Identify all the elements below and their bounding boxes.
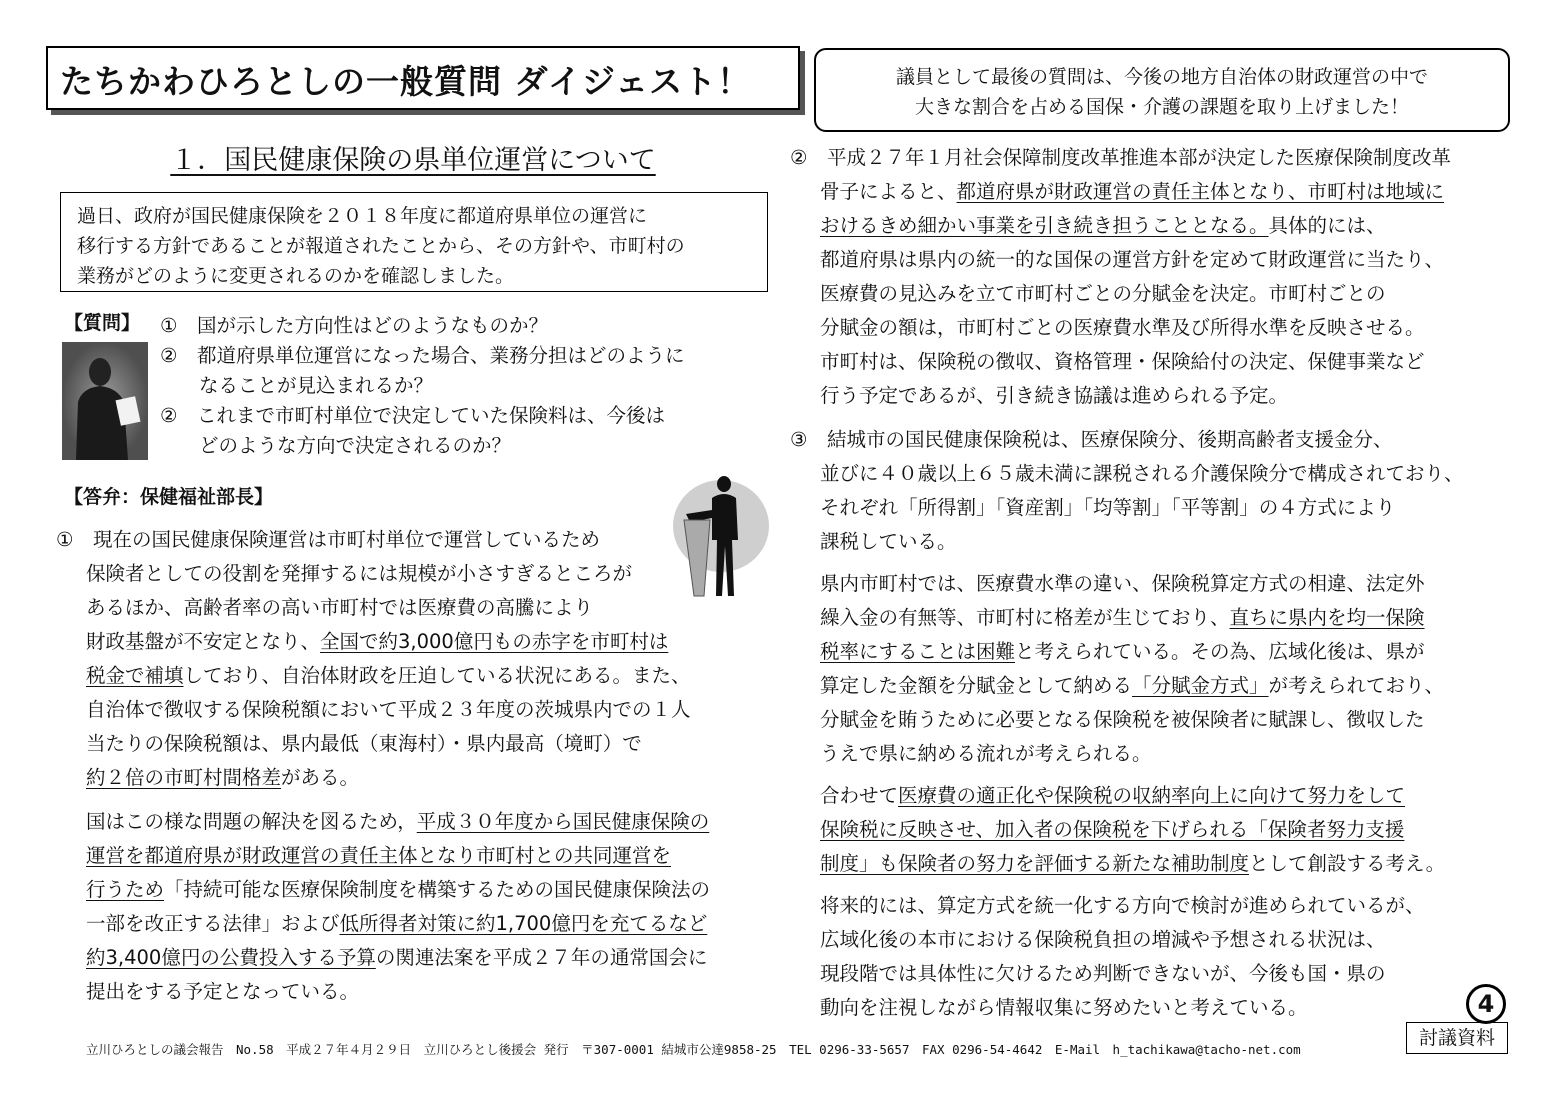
answer-3b-line: 繰入金の有無等、市町村に格差が生じており、直ちに県内を均一保険 bbox=[820, 606, 1425, 629]
question-item-3-cont: どのような方向で決定されるのか？ bbox=[160, 434, 512, 457]
intro-box bbox=[814, 48, 1510, 132]
answer-1b-line: 国はこの様な問題の解決を図るため，平成３０年度から国民健康保険の bbox=[86, 810, 710, 833]
answer-3b-line: うえで県に納める流れが考えられる。 bbox=[820, 742, 1152, 765]
answer-1-line: 自治体で徴収する保険税額において平成２３年度の茨城県内での１人 bbox=[86, 698, 691, 721]
answer-1b-line: 提出をする予定となっている。 bbox=[86, 980, 360, 1003]
answer-label: 【答弁：保健福祉部長】 bbox=[64, 486, 274, 508]
lead-box bbox=[60, 192, 768, 292]
answer-1b-line: 一部を改正する法律」および低所得者対策に約1,700億円を充てるなど bbox=[86, 912, 708, 935]
lead-line: 過日、政府が国民健康保険を２０１８年度に都道府県単位の運営に bbox=[77, 205, 648, 227]
answer-3b-line: 分賦金を賄うために必要となる保険税を被保険者に賦課し、徴収した bbox=[820, 708, 1425, 731]
answer-3-line: それぞれ「所得割」「資産割」「均等割」「平等割」の４方式により bbox=[820, 496, 1396, 519]
answer-3d-line: 広域化後の本市における保険税負担の増減や予想される状況は、 bbox=[820, 928, 1386, 951]
footer-text: 立川ひろとしの議会報告 No.58 平成２７年４月２９日 立川ひろとし後援会 発行 〒307-0001 結城市公達9858-25 TEL 0296-33-5657 FAX 0296-54-4642 E-Mail h_tachikawa@tacho-net.com bbox=[86, 1042, 1301, 1057]
answer-3c-line: 保険税に反映させ、加入者の保険税を下げられる「保険者努力支援 bbox=[820, 818, 1405, 841]
question-item-3: ② これまで市町村単位で決定していた保険料は、今後は bbox=[160, 404, 665, 427]
answer-1-line: あるほか、高齢者率の高い市町村では医療費の高騰により bbox=[86, 596, 594, 619]
answer-2-line: 市町村は、保険税の徴収、資格管理・保険給付の決定、保健事業など bbox=[820, 350, 1425, 373]
question-item-2-cont: なることが見込まれるか？ bbox=[160, 374, 434, 397]
answer-3-line: 課税している。 bbox=[820, 530, 957, 553]
question-item-2: ② 都道府県単位運営になった場合、業務分担はどのように bbox=[160, 344, 685, 367]
answer-3-line: 並びに４０歳以上６５歳未満に課税される介護保険分で構成されており、 bbox=[820, 462, 1464, 485]
answer-2-line: 行う予定であるが、引き続き協議は進められる予定。 bbox=[820, 384, 1289, 407]
answer-3d-line: 動向を注視しながら情報収集に努めたいと考えている。 bbox=[820, 996, 1308, 1019]
answer-1-line: 当たりの保険税額は、県内最低（東海村）・県内最高（境町）で bbox=[86, 732, 642, 755]
question-item-1: ① 国が示した方向性はどのようなものか？ bbox=[160, 314, 548, 337]
answer-2-line: 医療費の見込みを立て市町村ごとの分賦金を決定。市町村ごとの bbox=[820, 282, 1386, 305]
answer-1-line: 税金で補填しており、自治体財政を圧迫している状況にある。また、 bbox=[86, 664, 691, 687]
speaker-illustration bbox=[672, 470, 770, 602]
lead-line: 移行する方針であることが報道されたことから、その方針や、市町村の bbox=[77, 235, 685, 257]
answer-3b-line: 算定した金額を分賦金として納める「分賦金方式」が考えられており、 bbox=[820, 674, 1445, 697]
page-number-badge: 4 bbox=[1466, 984, 1506, 1024]
answer-3c-line: 制度」も保険者の努力を評価する新たな補助制度として創設する考え。 bbox=[820, 852, 1446, 875]
answer-1-line: 財政基盤が不安定となり、全国で約3,000億円もの赤字を市町村は bbox=[86, 630, 669, 653]
title-box bbox=[46, 46, 800, 110]
answer-3d-line: 現段階では具体性に欠けるため判断できないが、今後も国・県の bbox=[820, 962, 1386, 985]
answer-3b-line: 県内市町村では、医療費水準の違い、保険税算定方式の相違、法定外 bbox=[820, 572, 1425, 595]
questioner-illustration bbox=[62, 342, 148, 460]
answer-1b-line: 約3,400億円の公費投入する予算の関連法案を平成２７年の通常国会に bbox=[86, 946, 708, 969]
answer-3b-line: 税率にすることは困難と考えられている。その為、広域化後は、県が bbox=[820, 640, 1425, 663]
answer-2-line: おけるきめ細かい事業を引き続き担うこととなる。具体的には、 bbox=[820, 214, 1386, 237]
intro-line: 大きな割合を占める国保・介護の課題を取り上げました！ bbox=[914, 96, 1409, 118]
page-title: たちかわひろとしの一般質問 ダイジェスト！ bbox=[60, 62, 752, 101]
answer-3-line: ③ 結城市の国民健康保険税は、医療保険分、後期高齢者支援金分、 bbox=[790, 428, 1393, 451]
answer-1-line: 約２倍の市町村間格差がある。 bbox=[86, 766, 360, 789]
answer-1b-line: 行うため「持続可能な医療保険制度を構築するための国民健康保険法の bbox=[86, 878, 711, 901]
answer-2-line: ② 平成２７年１月社会保障制度改革推進本部が決定した医療保険制度改革 bbox=[790, 146, 1451, 169]
answer-1b-line: 運営を都道府県が財政運営の責任主体となり市町村との共同運営を bbox=[86, 844, 672, 867]
answer-1-line: ① 現在の国民健康保険運営は市町村単位で運営しているため bbox=[56, 528, 600, 551]
answer-2-line: 分賦金の額は，市町村ごとの医療費水準及び所得水準を反映させる。 bbox=[820, 316, 1425, 339]
answer-3d-line: 将来的には、算定方式を統一化する方向で検討が進められているが、 bbox=[820, 894, 1425, 917]
discussion-material-tag: 討議資料 bbox=[1406, 1022, 1508, 1054]
answer-3c-line: 合わせて医療費の適正化や保険税の収納率向上に向けて努力をして bbox=[820, 784, 1406, 807]
question-label: 【質問】 bbox=[64, 312, 141, 334]
answer-2-line: 都道府県は県内の統一的な国保の運営方針を定めて財政運営に当たり、 bbox=[820, 248, 1445, 271]
answer-1-line: 保険者としての役割を発揮するには規模が小さすぎるところが bbox=[86, 562, 633, 585]
lead-line: 業務がどのように変更されるのかを確認しました。 bbox=[77, 265, 515, 287]
section-title: １．国民健康保険の県単位運営について bbox=[170, 145, 656, 176]
answer-2-line: 骨子によると、都道府県が財政運営の責任主体となり、市町村は地域に bbox=[820, 180, 1445, 203]
intro-line: 議員として最後の質問は、今後の地方自治体の財政運営の中で bbox=[895, 66, 1428, 88]
